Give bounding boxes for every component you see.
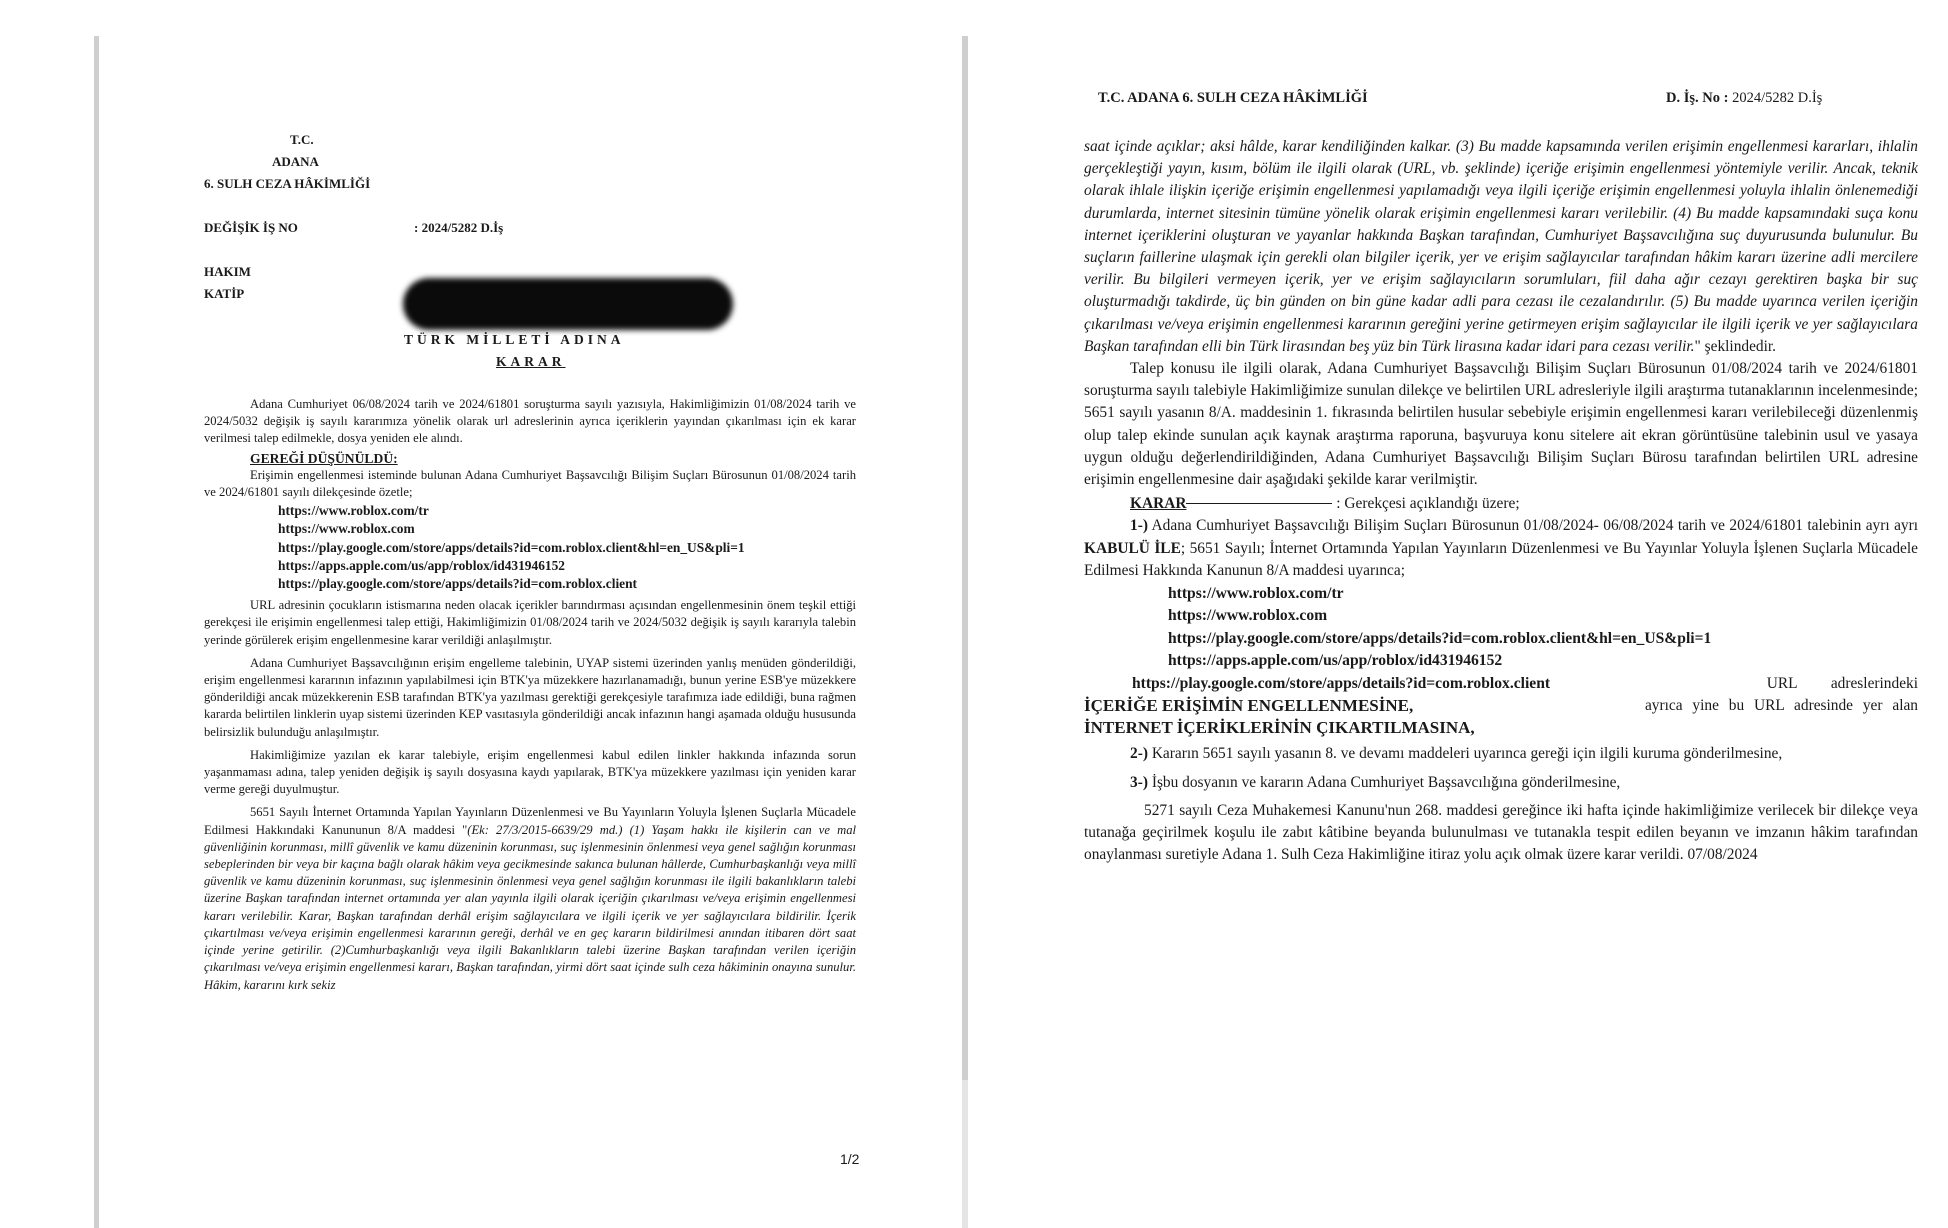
clerk-label: KATİP (204, 286, 245, 301)
case-number-value: : 2024/5282 D.İş (414, 220, 504, 235)
case-number-label: DEĞİŞİK İŞ NO (204, 220, 298, 235)
right-page-right-edge (962, 1080, 968, 1228)
document-page-1 (100, 36, 962, 1228)
decision-tail: : Gerekçesi açıklandığı üzere; (1336, 495, 1520, 513)
decision-url-item: https://apps.apple.com/us/app/roblox/id431946152 (1168, 652, 1503, 670)
paragraph-request: Erişimin engellenmesi isteminde bulunan Adana Cumhuriyet Başsavcılığı Bilişim Suçları Bürosunun 01/08/2024 tarih ve 2024/61801 sayılı dilekçesinde özetle; (204, 467, 856, 500)
page-number: 1/2 (840, 1151, 860, 1167)
paragraph-intro: Adana Cumhuriyet 06/08/2024 tarih ve 2024/61801 soruşturma sayılı yazısıyla, Hakimliğimizin 01/08/2024 tarih ve 2024/5032 değişik iş sayılı kararımıza yönelik olarak url adreslerinin ayrıca içeriklerin yayından çıkarılması için ek karar verilmesi talep edilmekle, dosya yeniden ele alındı. (204, 397, 856, 446)
page-header-case-label: D. İş. No : (1666, 90, 1729, 106)
decision-item-1 (1084, 515, 1918, 582)
url-list (204, 502, 856, 593)
item-2-text: Kararın 5651 sayılı yasanın 8. ve devamı maddeleri uyarınca gereği için ilgili kuruma gönderilmesine, (1151, 745, 1783, 763)
url-item: https://www.roblox.com (278, 521, 415, 537)
nation-heading: TÜRK MİLLETİ ADINA (404, 332, 625, 347)
paragraph-evaluation: Talep konusu ile ilgili olarak, Adana Cumhuriyet Başsavcılığı Bilişim Suçları Bürosunun 01/08/2024 tarih ve 2024/61801 soruşturma sayılı talebiyle Hakimliğimize sunulan dilekçe ve belirtilen URL adresleriyle ilgili araştırma tutanaklarının incelenmesinde; 5651 sayılı yasanın 8/A. maddesinin 1. fıkrasında belirtilen husular sebebiyle erişimin engellenmesi kararı verilebileceği düzenlenmiş olup talep ekinde sunulan açık kaynak araştırma raporuna, başvuruya konu sitelere ait ekran görüntüsüne talebinin usul ve yasaya uygun olduğu değerlendirildiğinden, Adana Cumhuriyet Başsavcılığı Bilişim Suçları Bürosu tarafından belirtilen URL adresine erişimin engellenmesine dair aşağıdaki şekilde karar verilmiştir. (1084, 360, 1918, 489)
page-header-court: T.C. ADANA 6. SULH CEZA HÂKİMLİĞİ (1098, 90, 1368, 106)
url-item: https://www.roblox.com/tr (278, 503, 429, 519)
law-quote-tail: " şeklindedir. (1694, 337, 1777, 355)
item-1-text-a: Adana Cumhuriyet Başsavcılığı Bilişim Suçları Bürosunun 01/08/2024- 06/08/2024 tarih ve 2024/61801 talebinin ayrı ayrı (1151, 517, 1918, 535)
page-header-case (1666, 90, 1822, 107)
paragraph-law-quote (204, 804, 856, 993)
decision-url-item: https://play.google.com/store/apps/details?id=com.roblox.client&hl=en_US&pli=1 (1168, 629, 1712, 647)
item-1-text-b: ; 5651 Sayılı; İnternet Ortamında Yapılan Yayınların Düzenlenmesi ve Bu Yayınlar Yoluyla İşlenen Suçlarla Mücadele Edilmesi Hakkında Kanunun 8/A maddesi uyarınca; (1084, 539, 1918, 579)
decision-title: KARAR (496, 354, 566, 369)
item-2-number: 2-) (1130, 745, 1148, 763)
header-court: 6. SULH CEZA HÂKİMLİĞİ (204, 176, 371, 191)
header-city: ADANA (272, 154, 319, 169)
judge-label: HAKIM (204, 264, 251, 279)
item-3-text: İşbu dosyanın ve kararın Adana Cumhuriyet Başsavcılığına gönderilmesine, (1151, 773, 1621, 791)
item-3-number: 3-) (1130, 773, 1148, 791)
paragraph-uyap: Adana Cumhuriyet Başsavcılığının erişim engelleme talebinin, UYAP sistemi üzerinden yanlış menüden gönderildiği, erişim engellenmesi kararının infazının yapılabilmesi için BTK'ya müzekkere hazırlanamadığı, bunun yerine ESB'ye müzekkere gönderildiği ancak müzekkerenin ESB tarafından BTK'ya yazılması gerektiği gerekçesiyle tarafımıza iade edildiği, buna rağmen kararda belirtilen linklerin uyap sistemi üzerinden KEP vasıtasıyla gönderildiği ancak infazının hangi aşamada olduğu hususunda belirsizlik bulunduğu anlaşılmıştır. (204, 655, 856, 739)
decision-item-3 (1084, 772, 1918, 794)
closing-paragraph: 5271 sayılı Ceza Muhakemesi Kanunu'nun 268. maddesi gereğince iki hafta içinde hakimliğimize verilecek bir dilekçe veya tutanağa geçirilmek koşulu ile zabıt kâtibine beyanda bulunulması ve tutanakla tespit edilen beyanın ve imzanın hâkim tarafından onaylanması suretiyle Adana 1. Sulh Ceza Hakimliğine itiraz yolu açık olmak üzere karar verildi. 07/08/2024 (1084, 801, 1918, 864)
url-item: https://play.google.com/store/apps/details?id=com.roblox.client (278, 576, 638, 592)
remove-content-directive: İNTERNET İÇERİKLERİNİN ÇIKARTILMASINA, (1084, 718, 1475, 738)
left-page-left-edge (94, 36, 99, 1228)
paragraph-url-reason: URL adresinin çocukların istismarına neden olacak içerikler barındırması açısından engellenmesinin önem teşkil ettiği gerekçesi ile erişimin engellenmesi talep ettiği, Hakimliğimizin 01/08/2024 tarih ve 2024/5032 değişik iş sayılı kararıyla talebin yerinde görülerek erişim engellenmesine karar verildiği anlaşılmıştır. (204, 598, 856, 647)
item-1-number: 1-) (1130, 517, 1148, 535)
url-item: https://play.google.com/store/apps/details?id=com.roblox.client&hl=en_US&pli=1 (278, 539, 745, 555)
section-heading: GEREĞİ DÜŞÜNÜLDÜ: (250, 450, 398, 466)
law-quote-italic: (Ek: 27/3/2015-6639/29 md.) (1) Yaşam hakkı ile kişilerin can ve mal güvenliğinin korunması, millî güvenlik ve kamu düzeninin korunması, suç işlenmesinin önlenmesi veya genel sağlığın korunması sebeplerinden bir veya bir kaçına bağlı olarak hâkim veya gecikmesinde sakınca bulunan hâllerde, Cumhurbaşkanlığı veya millî güvenlik ve kamu düzeninin korunması, suç işlenmesinin önlenmesi veya genel sağlığın korunması ile ilgili bakanlıkların talebi üzerine Başkan tarafından internet ortamında yer alan yayınla ilgili olarak içeriğin çıkarılması ve/veya erişimin engellenmesi kararı verilebilir. Karar, Başkan tarafından derhâl erişim sağlayıcılara ve ilgili içerik ve yer sağlayıcılara bildirilir. İçerik çıkartılması ve/veya erişimin engellenmesi kararının gereği, derhâl ve en geç kararın bildirilmesi anından itibaren dört saat içinde yerine getirilir. (2)Cumhurbaşkanlığı veya ilgili Bakanlıkların talebi üzerine Başkan tarafından verilen içeriğin çıkarılması ve/veya erişimin engellenmesi kararı, Başkan tarafından, yirmi dört saat içinde sulh ceza hâkiminin onayına sunulur. Hâkim, kararını kırk sekiz (204, 822, 856, 992)
law-quote-italic-continued: saat içinde açıklar; aksi hâlde, karar kendiliğinden kalkar. (3) Bu madde kapsamında verilen erişimin engellenmesi kararları, ihlalin gerçekleştiği yayın, kısım, bölüm ile ilgili olarak (URL, vb. şeklinde) içeriğe erişimin engellenmesi yöntemiyle verilir. Ancak, teknik olarak ihlale ilişkin içeriğe erişimin engellenmesi yapılamadığı veya ilgili içeriğe erişimin engellenmesi yoluyla ihlalin önlenemediği durumlarda, internet sitesinin tümüne yönelik olarak erişimin engellenmesi kararı verilebilir. (4) Bu madde kapsamındaki suça konu internet içeriklerini oluşturan ve yayanlar hakkında Başkan tarafından, Cumhuriyet Başsavcılığına suç duyurusunda bulunulur. Bu suçların faillerine ulaşmak için gerekli olan bilgiler içerik, yer ve erişim sağlayıcılar tarafından hâkim kararı üzerine adli mercilere verilir. Bu bilgileri vermeyen içerik, yer ve erişim sağlayıcıların sorumluları, fiil daha ağır cezayı gerektiren başka bir suç oluşturmadığı takdirde, üç bin günden on bin güne kadar adli para cezası ile cezalandırılır. (5) Bu madde uyarınca verilen içeriğin çıkarılması ve/veya erişimin engellenmesi kararının gereğini yerine getirmeyen erişim sağlayıcılar ile ilgili içerik ve yer sağlayıcılara Başkan tarafından elli bin Türk lirasından beş yüz bin Türk lirasına kadar idari para cezası verilir. (1084, 138, 1918, 355)
paragraph-additional-request: Hakimliğimize yazılan ek karar talebiyle, erişim engellenmesi kabul edilen linkler hakkında infazında sorun yaşanmaması adına, talep yeniden değişik iş sayılı dosyasına kaydı yapılarak, BTK'ya müzekkere yazılması için yeniden karar verme gereği duyulmuştur. (204, 747, 856, 797)
redacted-names (403, 278, 733, 330)
paragraph-law-quote-continued (1084, 136, 1918, 358)
document-page-2 (968, 36, 1948, 1080)
last-url-tail: URL adreslerindeki (1766, 674, 1918, 692)
decision-label: KARAR (1130, 495, 1187, 513)
header-tc: T.C. (290, 132, 314, 147)
decision-item-2 (1084, 743, 1918, 765)
block-access-directive: İÇERİĞE ERİŞİMİN ENGELLENMESİNE, (1084, 695, 1414, 715)
caps-line-1-tail: ayrıca yine bu URL adresinde yer alan (1644, 696, 1918, 714)
decision-underline (1186, 503, 1332, 504)
page-header-case-value: 2024/5282 D.İş (1732, 90, 1823, 106)
law-quote-plain: 5651 Sayılı İnternet Ortamında Yapılan Yayınların Düzenlenmesi ve Bu Yayınların Yoluyla İşlenen Suçlarla Mücadele Edilmesi Hakkındaki Kanununun 8/A maddesi " (204, 805, 856, 837)
last-url-line (1084, 673, 1918, 695)
decision-url-item: https://www.roblox.com (1168, 607, 1328, 625)
caps-line-1 (1084, 695, 1918, 717)
decision-url-item: https://play.google.com/store/apps/details?id=com.roblox.client (1132, 674, 1551, 692)
decision-url-item: https://www.roblox.com/tr (1168, 585, 1344, 603)
decision-line (1084, 493, 1918, 515)
decision-url-list (1084, 583, 1918, 673)
item-1-bold: KABULÜ İLE (1084, 539, 1181, 557)
url-item: https://apps.apple.com/us/app/roblox/id431946152 (278, 557, 565, 573)
